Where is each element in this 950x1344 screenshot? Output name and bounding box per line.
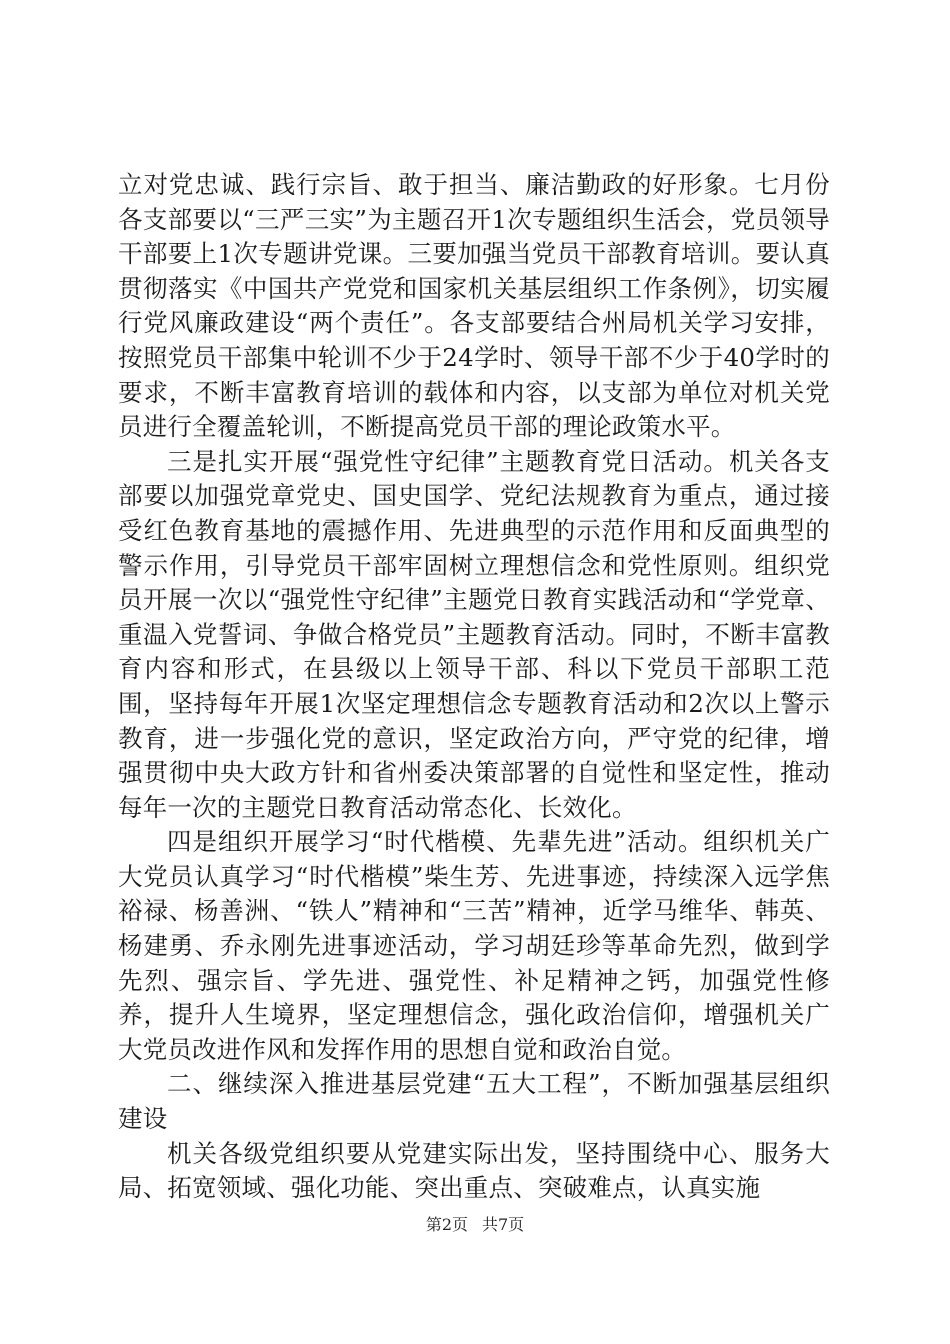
page-total: 共7页 [482,1215,525,1234]
paragraph-theme-party-day: 三是扎实开展“强党性守纪律”主题教育党日活动。机关各支部要以加强党章党史、国史国学、党纪法规教育为重点，通过接受红色教育基地的震撼作用、先进典型的示范作用和反面典型的警示作用，引导党员干部牢固树立理想信念和党性原则。组织党员开展一次以“强党性守纪律”主题党日教育实践活动和“学党章、重温入党誓词、争做合格党员”主题教育活动。同时，不断丰富教育内容和形式，在县级以上领导干部、科以下党员干部职工范围，坚持每年开展1次坚定理想信念专题教育活动和2次以上警示教育，进一步强化党的意识，坚定政治方向，严守党的纪律，增强贯彻中央大政方针和省州委决策部署的自觉性和坚定性，推动每年一次的主题党日教育活动常态化、长效化。 [118,446,830,822]
document-body [118,168,830,1206]
paragraph-role-models: 四是组织开展学习“时代楷模、先辈先进”活动。组织机关广大党员认真学习“时代楷模”柴生芳、先进事迹，持续深入远学焦裕禄、杨善洲、“铁人”精神和“三苦”精神，近学马维华、韩英、杨建勇、乔永刚先进事迹活动，学习胡廷珍等革命先烈，做到学先烈、强宗旨、学先进、强党性、补足精神之钙，加强党性修养，提升人生境界，坚定理想信念，强化政治信仰，增强机关广大党员改进作风和发挥作用的思想自觉和政治自觉。 [118,827,830,1064]
page-number: 第2页 [425,1215,468,1234]
section-heading-grassroots: 二、继续深入推进基层党建“五大工程”，不断加强基层组织建设 [118,1069,830,1134]
paragraph-continuation: 立对党忠诚、践行宗旨、敢于担当、廉洁勤政的好形象。七月份各支部要以“三严三实”为主题召开1次专题组织生活会，党员领导干部要上1次专题讲党课。三要加强当党员干部教育培训。要认真贯彻落实《中国共产党党和国家机关基层组织工作条例》，切实履行党风廉政建设“两个责任”。各支部要结合州局机关学习安排，按照党员干部集中轮训不少于24学时、领导干部不少于40学时的要求，不断丰富教育培训的载体和内容，以支部为单位对机关党员进行全覆盖轮训，不断提高党员干部的理论政策水平。 [118,170,830,442]
page-footer [0,1214,950,1236]
paragraph-organization-work: 机关各级党组织要从党建实际出发，坚持围绕中心、服务大局、拓宽领域、强化功能、突出重点、突破难点，认真实施 [118,1138,830,1203]
